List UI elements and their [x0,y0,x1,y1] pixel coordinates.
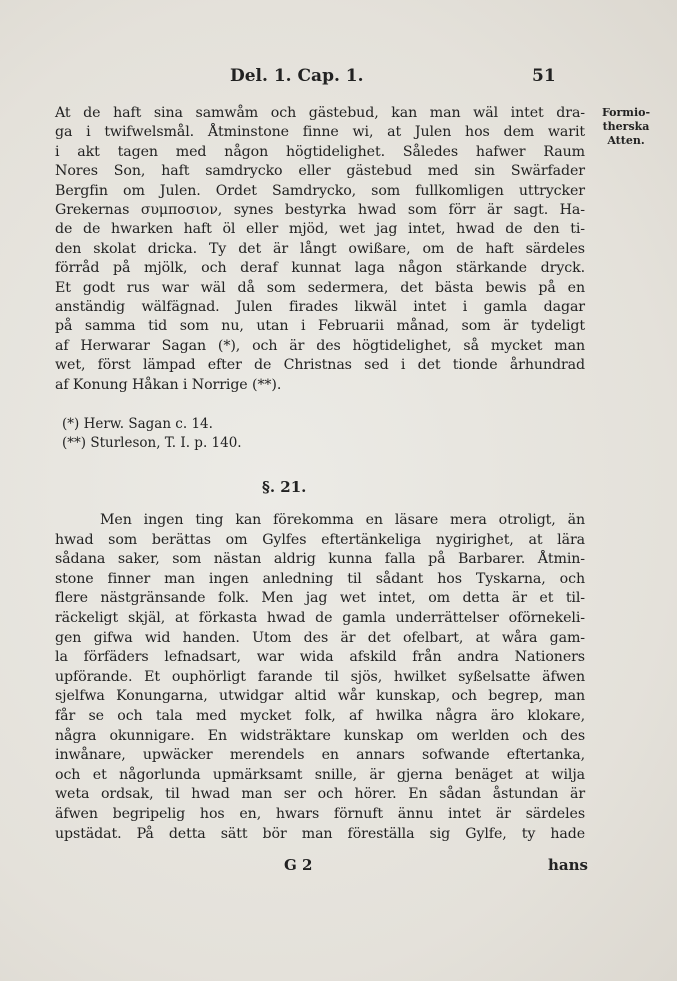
margin-note-line: Atten. [607,134,645,147]
margin-note [596,106,656,148]
margin-note-line: therska [602,120,650,133]
text-line: hwad som berättas om Gylfes eftertänkeliga nygirighet, at lära [55,531,585,548]
text-line: wet, först lämpad efter de Christnas sed i det tionde århundrad [55,357,585,374]
text-line: i akt tagen med någon högtidelighet. Således hafwer Raum [55,143,585,160]
margin-note-line: Formio- [601,106,651,119]
text-line: Men ingen ting kan förekomma en läsare mera otroligt, än [100,512,585,528]
text-line: upstädat. På detta sätt bör man föreställa sig Gylfe, ty hade [55,825,585,842]
footnote-2: (**) Sturleson, T. I. p. 140. [62,435,242,451]
text-line: på samma tid som nu, utan i Februarii månad, som är tydeligt [55,318,585,335]
text-line: får se och tala med mycket folk, af hwilka några äro klokare, [55,708,585,724]
footnote-1: (*) Herw. Sagan c. 14. [62,416,213,432]
text-line: den skolat dricka. Ty det är långt owißare, om de haft särdeles [55,240,585,257]
text-line: Et godt rus war wäl då som sedermera, det bästa bewis på en [55,279,585,296]
text-line: stone finner man ingen anledning til sådant hos Tyskarna, och [55,570,585,587]
text-line: förråd på mjölk, och deraf kunnat laga någon stärkande dryck. [55,260,585,277]
text-line: anständig wälfägnad. Julen firades likwäl intet i gamla dagar [55,299,585,315]
text-line: af Herwarar Sagan (*), och är des högtidelighet, så mycket man [55,337,585,354]
text-line: räckeligt skjäl, at förkasta hwad de gamla underrättelser oförnekeli- [55,610,585,626]
text-line: At de haft sina samwåm och gästebud, kan man wäl intet dra- [55,105,585,121]
text-line: och et någorlunda upmärksamt snille, är gjerna benäget at wilja [55,766,585,783]
text-line: weta ordsak, til hwad man ser och hörer. En sådan åstundan är [55,786,585,803]
text-line: sådana saker, som nästan aldrig kunna falla på Barbarer. Åtmin- [55,551,585,568]
text-line: la förfäders lefnadsart, war wida afskild från andra Nationers [55,649,585,666]
text-line: upförande. Et ouphörligt farande til sjös, hwilket syßelsatte äfwen [55,668,585,685]
text-line: sjelfwa Konungarna, utwidgar altid wår kunskap, och begrep, man [55,688,585,705]
signature-mark: G 2 [284,856,313,874]
page-number: 51 [532,66,556,86]
text-line: Bergfin om Julen. Ordet Samdrycko, som fullkomligen uttrycker [55,182,585,199]
text-line: Nores Son, haft samdrycko eller gästebud med sin Swärfader [55,163,585,180]
text-line: Grekernas συμποσιον, synes bestyrka hwad som förr är sagt. Ha- [55,202,585,218]
text-line: äfwen begripelig hos en, hwars förnuft ännu intet är särdeles [55,806,585,822]
running-title: Del. 1. Cap. 1. [230,66,364,86]
text-line: gen gifwa wid handen. Utom des är det ofelbart, at wåra gam- [55,629,585,646]
text-line: ga i twifwelsmål. Åtminstone finne wi, at Julen hos dem warit [55,124,585,141]
text-line: inwånare, upwäcker merendels en annars sofwande eftertanka, [55,747,585,764]
catchword: hans [548,856,588,874]
text-line: af Konung Håkan i Norrige (**). [55,376,282,393]
text-line: några okunnigare. En widsträktare kunskap om werlden och des [55,727,585,744]
section-heading: §. 21. [262,478,307,496]
text-line: de de hwarken haft öl eller mjöd, wet jag intet, hwad de den ti- [55,221,585,238]
text-line: flere nästgränsande folk. Men jag wet intet, om detta är et til- [55,590,585,607]
